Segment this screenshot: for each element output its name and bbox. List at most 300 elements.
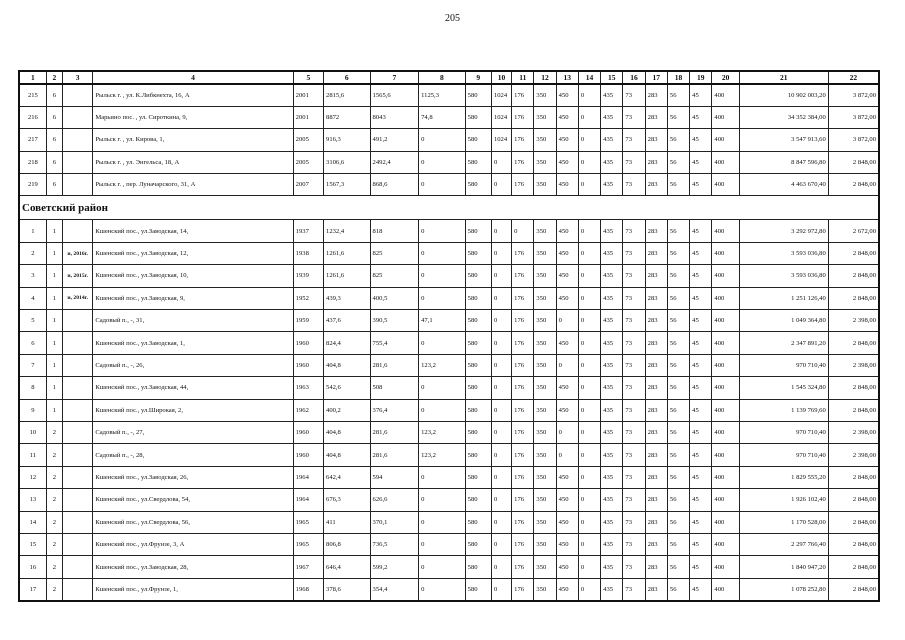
table-row [19, 310, 879, 332]
page-number: 205 [445, 13, 460, 24]
table-cell: 1024 [491, 84, 511, 106]
table-cell: 0 [419, 578, 466, 600]
table-cell [63, 421, 93, 443]
table-cell: Марьино пос. , ул. Сироткина, 9, [93, 106, 293, 128]
table-cell: 176 [512, 421, 534, 443]
table-cell: 9 [19, 399, 46, 421]
table-cell [63, 444, 93, 466]
table-cell: 6 [46, 151, 62, 173]
table-cell [63, 578, 93, 600]
table-cell: 45 [690, 129, 712, 151]
table-cell: 56 [667, 556, 689, 578]
table-cell: 435 [601, 556, 623, 578]
table-cell: 283 [645, 310, 667, 332]
column-header: 16 [623, 71, 645, 84]
table-cell: 0 [419, 129, 466, 151]
column-header: 20 [712, 71, 739, 84]
table-cell: 580 [465, 151, 491, 173]
table-cell: 0 [556, 444, 578, 466]
table-cell: 6 [46, 106, 62, 128]
table-cell: 2492,4 [370, 151, 419, 173]
table-cell: 14 [19, 511, 46, 533]
table-cell: 2001 [293, 106, 323, 128]
table-cell: 580 [465, 533, 491, 555]
table-cell: 1959 [293, 310, 323, 332]
table-row [19, 578, 879, 600]
table-cell: 45 [690, 287, 712, 309]
table-cell: 0 [419, 287, 466, 309]
table-cell: 350 [534, 332, 556, 354]
table-cell: 0 [419, 556, 466, 578]
table-row [19, 174, 879, 196]
table-cell: 400 [712, 533, 739, 555]
table-cell: 0 [578, 377, 600, 399]
table-cell: 2 848,00 [828, 151, 879, 173]
table-cell: 0 [419, 220, 466, 242]
table-cell: Кшенский пос., ул.Заводская, 10, [93, 265, 293, 287]
table-cell: 176 [512, 332, 534, 354]
table-cell: 400 [712, 332, 739, 354]
table-cell: 350 [534, 556, 556, 578]
table-cell: 73 [623, 220, 645, 242]
table-cell: 404,8 [324, 421, 371, 443]
table-cell: 56 [667, 265, 689, 287]
table-cell: 1 [46, 377, 62, 399]
table-cell: 1261,6 [324, 242, 371, 264]
table-cell: 825 [370, 265, 419, 287]
table-cell: 56 [667, 310, 689, 332]
table-cell: 350 [534, 129, 556, 151]
table-cell: 1964 [293, 489, 323, 511]
table-cell: 542,6 [324, 377, 371, 399]
table-cell: 580 [465, 511, 491, 533]
table-cell: 0 [419, 489, 466, 511]
table-cell: 215 [19, 84, 46, 106]
table-cell: 45 [690, 220, 712, 242]
table-cell: 580 [465, 265, 491, 287]
table-cell [63, 511, 93, 533]
table-cell: 0 [491, 556, 511, 578]
table-cell: 73 [623, 242, 645, 264]
table-cell: 435 [601, 310, 623, 332]
table-cell: 2 297 766,40 [739, 533, 828, 555]
table-cell: 0 [578, 533, 600, 555]
table-cell: 2 [19, 242, 46, 264]
table-cell: 580 [465, 578, 491, 600]
table-cell: 2 848,00 [828, 377, 879, 399]
table-cell: 45 [690, 151, 712, 173]
table-cell: 2 848,00 [828, 174, 879, 196]
table-cell [63, 377, 93, 399]
table-cell: 435 [601, 466, 623, 488]
table-cell: 176 [512, 556, 534, 578]
table-cell: 45 [690, 354, 712, 376]
table-cell: 1 [46, 242, 62, 264]
table-cell: 73 [623, 511, 645, 533]
table-cell: Садовый п., -, 26, [93, 354, 293, 376]
table-cell: 450 [556, 399, 578, 421]
table-cell: 56 [667, 106, 689, 128]
table-cell: 1939 [293, 265, 323, 287]
table-cell: 0 [419, 332, 466, 354]
table-cell: 435 [601, 242, 623, 264]
table-cell: 1963 [293, 377, 323, 399]
table-cell: 0 [578, 354, 600, 376]
table-cell: 176 [512, 310, 534, 332]
table-cell: 283 [645, 265, 667, 287]
table-cell: 1125,3 [419, 84, 466, 106]
table-cell: 450 [556, 174, 578, 196]
table-cell: 73 [623, 265, 645, 287]
table-cell: 0 [578, 399, 600, 421]
table-cell: 56 [667, 578, 689, 600]
table-cell: 350 [534, 106, 556, 128]
table-cell: Кшенский пос., ул.Заводская, 26, [93, 466, 293, 488]
table-cell: 73 [623, 106, 645, 128]
table-cell: 45 [690, 556, 712, 578]
table-cell: 2 848,00 [828, 533, 879, 555]
table-cell: 450 [556, 466, 578, 488]
table-cell: 2 398,00 [828, 354, 879, 376]
table-cell [63, 151, 93, 173]
table-cell: 400 [712, 174, 739, 196]
table-cell: 283 [645, 287, 667, 309]
table-cell [63, 84, 93, 106]
table-cell: 2005 [293, 151, 323, 173]
table-cell: Кшенский пос., ул.Заводская, 12, [93, 242, 293, 264]
table-cell: 176 [512, 129, 534, 151]
table-cell: 73 [623, 556, 645, 578]
table-cell: 970 710,40 [739, 354, 828, 376]
table-cell: 73 [623, 84, 645, 106]
table-cell: 0 [491, 489, 511, 511]
table-cell: 1968 [293, 578, 323, 600]
table-cell: 2 848,00 [828, 489, 879, 511]
table-cell: 400 [712, 511, 739, 533]
table-cell: 580 [465, 377, 491, 399]
table-cell: 56 [667, 466, 689, 488]
table-cell: 0 [578, 466, 600, 488]
table-cell: 6 [46, 129, 62, 151]
table-cell: 45 [690, 399, 712, 421]
table-cell: 0 [491, 377, 511, 399]
table-cell: 2 848,00 [828, 556, 879, 578]
table-cell: 450 [556, 489, 578, 511]
table-cell: 0 [419, 511, 466, 533]
table-cell: 45 [690, 332, 712, 354]
table-cell: 400 [712, 377, 739, 399]
table-cell: 176 [512, 151, 534, 173]
table-row [19, 106, 879, 128]
table-cell: 0 [491, 287, 511, 309]
table-cell: 439,3 [324, 287, 371, 309]
table-cell: 1 [46, 354, 62, 376]
table-cell: 2815,6 [324, 84, 371, 106]
table-cell: 45 [690, 533, 712, 555]
table-row [19, 377, 879, 399]
table-cell: 283 [645, 332, 667, 354]
table-cell: 0 [419, 174, 466, 196]
table-cell: 0 [578, 444, 600, 466]
column-header-row [19, 71, 879, 84]
table-cell: 435 [601, 444, 623, 466]
table-cell: 1 139 769,60 [739, 399, 828, 421]
column-header: 8 [419, 71, 466, 84]
table-cell [63, 106, 93, 128]
table-cell: 411 [324, 511, 371, 533]
table-cell: 56 [667, 444, 689, 466]
table-cell: 176 [512, 265, 534, 287]
table-cell: 450 [556, 511, 578, 533]
table-cell: 176 [512, 174, 534, 196]
table-cell: 45 [690, 265, 712, 287]
table-cell: 73 [623, 287, 645, 309]
table-cell: 450 [556, 287, 578, 309]
table-cell: 56 [667, 489, 689, 511]
table-cell: 45 [690, 444, 712, 466]
table-cell: Кшенский пос., ул.Фрунзе, 3, А [93, 533, 293, 555]
table-cell: 2 [46, 511, 62, 533]
table-cell: 450 [556, 84, 578, 106]
table-cell: 2 672,00 [828, 220, 879, 242]
table-cell: 435 [601, 399, 623, 421]
table-cell: 283 [645, 556, 667, 578]
table-cell: 2 848,00 [828, 466, 879, 488]
table-cell: 5 [19, 310, 46, 332]
table-cell: 400 [712, 399, 739, 421]
table-cell: 123,2 [419, 421, 466, 443]
table-cell: 0 [578, 578, 600, 600]
table-cell: 283 [645, 151, 667, 173]
table-cell: Садовый п., -, 27, [93, 421, 293, 443]
table-cell: 580 [465, 489, 491, 511]
table-cell: 217 [19, 129, 46, 151]
table-cell: и, 2015г. [63, 265, 93, 287]
table-cell: 45 [690, 377, 712, 399]
table-cell: 350 [534, 578, 556, 600]
table-cell [63, 556, 93, 578]
table-cell: 56 [667, 332, 689, 354]
table-cell: Кшенский пос., ул.Заводская, 14, [93, 220, 293, 242]
table-cell: 400 [712, 106, 739, 128]
table-cell: 283 [645, 466, 667, 488]
table-cell: 45 [690, 489, 712, 511]
table-cell: 350 [534, 399, 556, 421]
table-cell: 400 [712, 151, 739, 173]
table-cell: 1 078 252,80 [739, 578, 828, 600]
table-cell [63, 466, 93, 488]
table-cell: 176 [512, 578, 534, 600]
table-cell: 176 [512, 287, 534, 309]
table-row [19, 287, 879, 309]
table-cell: 73 [623, 489, 645, 511]
column-header: 3 [63, 71, 93, 84]
table-cell: 350 [534, 421, 556, 443]
table-cell: 400 [712, 265, 739, 287]
column-header: 14 [578, 71, 600, 84]
table-cell: 0 [491, 310, 511, 332]
table-cell: 450 [556, 377, 578, 399]
column-header: 18 [667, 71, 689, 84]
table-cell: 283 [645, 511, 667, 533]
table-cell: 6 [19, 332, 46, 354]
table-cell: 283 [645, 399, 667, 421]
table-cell: 2 [46, 533, 62, 555]
table-cell: 0 [556, 421, 578, 443]
table-cell: 390,5 [370, 310, 419, 332]
table-row [19, 489, 879, 511]
table-cell: 281,6 [370, 421, 419, 443]
table-cell: 508 [370, 377, 419, 399]
table-cell: 1 251 126,40 [739, 287, 828, 309]
table-cell: 435 [601, 578, 623, 600]
table-cell: 176 [512, 511, 534, 533]
table-cell: 806,8 [324, 533, 371, 555]
table-cell: 56 [667, 287, 689, 309]
table-cell: Кшенский пос., ул.Широкая, 2, [93, 399, 293, 421]
table-row [19, 129, 879, 151]
table-cell: 646,4 [324, 556, 371, 578]
table-row [19, 511, 879, 533]
table-cell: Садовый п., -, 28, [93, 444, 293, 466]
table-cell: 0 [491, 354, 511, 376]
table-cell: 56 [667, 421, 689, 443]
table-cell: 435 [601, 265, 623, 287]
table-cell: Кшенский пос., ул.Заводская, 44, [93, 377, 293, 399]
table-cell: 2 [46, 556, 62, 578]
table-cell: 400,5 [370, 287, 419, 309]
table-cell: 11 [19, 444, 46, 466]
table-cell: 1 545 324,80 [739, 377, 828, 399]
section-title: Советский район [19, 196, 879, 220]
table-cell: 580 [465, 287, 491, 309]
table-cell: 0 [491, 174, 511, 196]
table-cell: 350 [534, 151, 556, 173]
table-cell: 435 [601, 421, 623, 443]
table-cell: 580 [465, 174, 491, 196]
table-cell: 283 [645, 444, 667, 466]
table-cell: 580 [465, 106, 491, 128]
table-cell: 10 [19, 421, 46, 443]
table-cell: 400,2 [324, 399, 371, 421]
table-cell: 73 [623, 466, 645, 488]
table-cell: 56 [667, 399, 689, 421]
table-row [19, 354, 879, 376]
table-cell: 580 [465, 332, 491, 354]
table-cell: 450 [556, 533, 578, 555]
table-cell [63, 399, 93, 421]
table-cell: 350 [534, 287, 556, 309]
table-cell: 435 [601, 354, 623, 376]
table-cell: 3 547 913,60 [739, 129, 828, 151]
table-cell: 0 [419, 533, 466, 555]
table-cell: 1 [46, 332, 62, 354]
table-row [19, 533, 879, 555]
table-cell: 350 [534, 377, 556, 399]
table-cell: 0 [578, 129, 600, 151]
table-cell: 400 [712, 466, 739, 488]
table-cell: 2 398,00 [828, 421, 879, 443]
table-cell: 400 [712, 354, 739, 376]
table-cell: 916,3 [324, 129, 371, 151]
table-cell: 350 [534, 354, 556, 376]
table-cell: 404,8 [324, 444, 371, 466]
table-cell: 0 [578, 220, 600, 242]
table-cell [63, 174, 93, 196]
table-cell: 2007 [293, 174, 323, 196]
table-cell: 45 [690, 174, 712, 196]
table-cell: 1937 [293, 220, 323, 242]
table-cell: 3 593 036,80 [739, 265, 828, 287]
table-cell: 2 848,00 [828, 399, 879, 421]
table-cell: 400 [712, 421, 739, 443]
table-cell: 56 [667, 174, 689, 196]
table-cell: 1965 [293, 511, 323, 533]
table-cell: 283 [645, 354, 667, 376]
table-cell: 2 [46, 444, 62, 466]
table-cell: 2 347 891,20 [739, 332, 828, 354]
table-cell [63, 220, 93, 242]
table-cell: 56 [667, 242, 689, 264]
table-cell: 435 [601, 220, 623, 242]
table-cell: 1 [46, 265, 62, 287]
table-cell: 580 [465, 354, 491, 376]
table-cell: 435 [601, 332, 623, 354]
table-cell: 56 [667, 354, 689, 376]
table-cell: 0 [578, 84, 600, 106]
column-header: 13 [556, 71, 578, 84]
table-cell: 6 [46, 174, 62, 196]
table-cell: 34 352 384,00 [739, 106, 828, 128]
table-cell: 736,5 [370, 533, 419, 555]
table-cell: 580 [465, 421, 491, 443]
table-cell [63, 129, 93, 151]
table-cell: 580 [465, 129, 491, 151]
table-cell: 0 [491, 511, 511, 533]
table-cell: 1960 [293, 421, 323, 443]
table-cell: 1 [19, 220, 46, 242]
section-row [19, 196, 879, 220]
table-cell: 74,8 [419, 106, 466, 128]
column-header: 17 [645, 71, 667, 84]
table-cell: 0 [578, 489, 600, 511]
table-cell: 1 [46, 310, 62, 332]
table-cell: 283 [645, 578, 667, 600]
table-cell: 435 [601, 174, 623, 196]
table-cell: 626,6 [370, 489, 419, 511]
table-cell: 435 [601, 84, 623, 106]
table-cell: 450 [556, 578, 578, 600]
table-cell: 13 [19, 489, 46, 511]
table-cell: 435 [601, 287, 623, 309]
table-cell: 1 170 528,00 [739, 511, 828, 533]
table-cell: 0 [491, 578, 511, 600]
table-cell: Рыльск г. , ул. Кирова, 1, [93, 129, 293, 151]
table-cell: 400 [712, 287, 739, 309]
table-cell: 283 [645, 84, 667, 106]
table-cell: 4 [19, 287, 46, 309]
table-cell: 970 710,40 [739, 421, 828, 443]
table-row [19, 556, 879, 578]
table-cell: 350 [534, 84, 556, 106]
table-cell: 868,6 [370, 174, 419, 196]
table-cell: 283 [645, 220, 667, 242]
table-cell: 1 829 555,20 [739, 466, 828, 488]
table-cell: 0 [578, 421, 600, 443]
table-cell: 350 [534, 533, 556, 555]
table-cell: 3 292 972,80 [739, 220, 828, 242]
table-cell: 450 [556, 265, 578, 287]
